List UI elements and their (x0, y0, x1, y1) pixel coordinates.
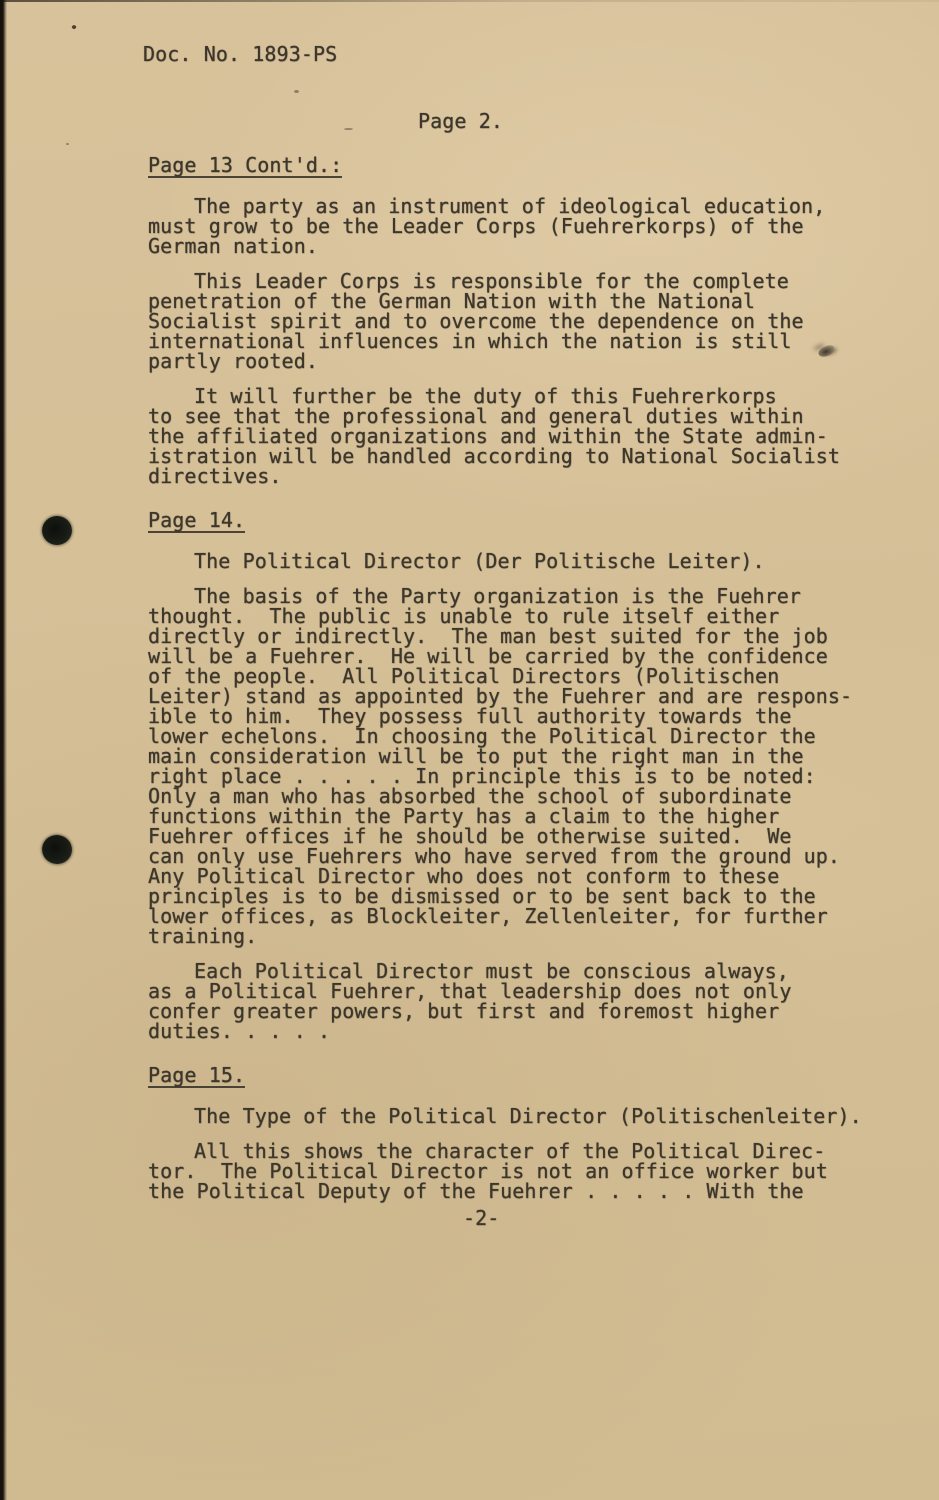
text-line: This Leader Corps is responsible for the complete (194, 269, 789, 293)
paragraph (148, 386, 851, 486)
section-heading-text: Page 15. (148, 1063, 246, 1087)
text-line: lower offices, as Blockleiter, Zellenleiter, for further (148, 904, 828, 928)
paper-speck (344, 128, 353, 130)
text-line: main consideration will be to put the right man in the (148, 744, 804, 768)
paragraph (148, 196, 851, 256)
punch-hole (42, 516, 72, 545)
page-header: Page 2. (418, 109, 503, 133)
text-line: penetration of the German Nation with the National (148, 289, 756, 313)
text-line: training. (148, 924, 258, 948)
text-line: thought. The public is unable to rule itself either (148, 604, 780, 628)
section-heading (148, 1065, 851, 1088)
paragraph (148, 1141, 851, 1201)
doc-number: Doc. No. 1893-PS (143, 42, 338, 66)
text-line: The party as an instrument of ideological education, (194, 194, 826, 218)
text-line: partly rooted. (148, 349, 318, 373)
paper-speck (66, 143, 69, 145)
text-line: ible to him. They possess full authority towards the (148, 704, 792, 728)
text-line: principles is to be dismissed or to be sent back to the (148, 884, 816, 908)
text-line: directives. (148, 464, 282, 488)
paragraph (148, 551, 851, 571)
text-line: Only a man who has absorbed the school of subordinate (148, 784, 792, 808)
paragraph (148, 961, 851, 1041)
paragraph (148, 271, 851, 371)
text-line: international influences in which the nation is still (148, 329, 792, 353)
text-line: right place . . . . . In principle this is to be noted: (148, 764, 816, 788)
paper-speck (294, 90, 299, 93)
section-heading-text: Page 14. (148, 508, 246, 532)
text-line: German nation. (148, 234, 318, 258)
text-line: as a Political Fuehrer, that leadership does not only (148, 979, 792, 1003)
text-line: the affiliated organizations and within the State admin- (148, 424, 828, 448)
text-line: of the people. All Political Directors (Politischen (148, 664, 780, 688)
section-heading-text: Page 13 Cont'd.: (148, 153, 343, 177)
text-line: Socialist spirit and to overcome the dependence on the (148, 309, 804, 333)
text-line: functions within the Party has a claim to the higher (148, 804, 780, 828)
text-line: Fuehrer offices if he should be otherwise suited. We (148, 824, 792, 848)
document-body (148, 153, 862, 1203)
text-line: Any Political Director who does not conform to these (148, 864, 780, 888)
text-line: to see that the professional and general duties within (148, 404, 804, 428)
section-heading (148, 155, 851, 178)
text-line: tor. The Political Director is not an office worker but (148, 1159, 828, 1183)
text-line: Each Political Director must be conscious always, (194, 959, 789, 983)
section-heading (148, 510, 851, 533)
text-line: istration will be handled according to National Socialist (148, 444, 841, 468)
text-line: All this shows the character of the Political Direc- (194, 1139, 826, 1163)
text-line: The Political Director (Der Politische Leiter). (194, 549, 765, 573)
text-line: the Political Deputy of the Fuehrer . . . . . With the (148, 1179, 804, 1203)
text-line: The basis of the Party organization is the Fuehrer (194, 584, 802, 608)
text-line: will be a Fuehrer. He will be carried by the confidence (148, 644, 828, 668)
text-line: must grow to be the Leader Corps (Fuehrerkorps) of the (148, 214, 804, 238)
text-line: lower echelons. In choosing the Political Director the (148, 724, 816, 748)
text-line: directly or indirectly. The man best suited for the job (148, 624, 828, 648)
footer-page-number: -2- (463, 1206, 500, 1230)
paragraph (148, 586, 851, 946)
text-line: The Type of the Political Director (Politischenleiter). (194, 1104, 862, 1128)
text-line: can only use Fuehrers who have served from the ground up. (148, 844, 841, 868)
text-line: confer greater powers, but first and foremost higher (148, 999, 780, 1023)
paragraph (148, 1104, 862, 1128)
text-line: It will further be the duty of this Fuehrerkorps (194, 384, 777, 408)
text-line: duties. . . . . (148, 1019, 331, 1043)
text-line: Leiter) stand as appointed by the Fuehrer and are respons- (148, 684, 853, 708)
